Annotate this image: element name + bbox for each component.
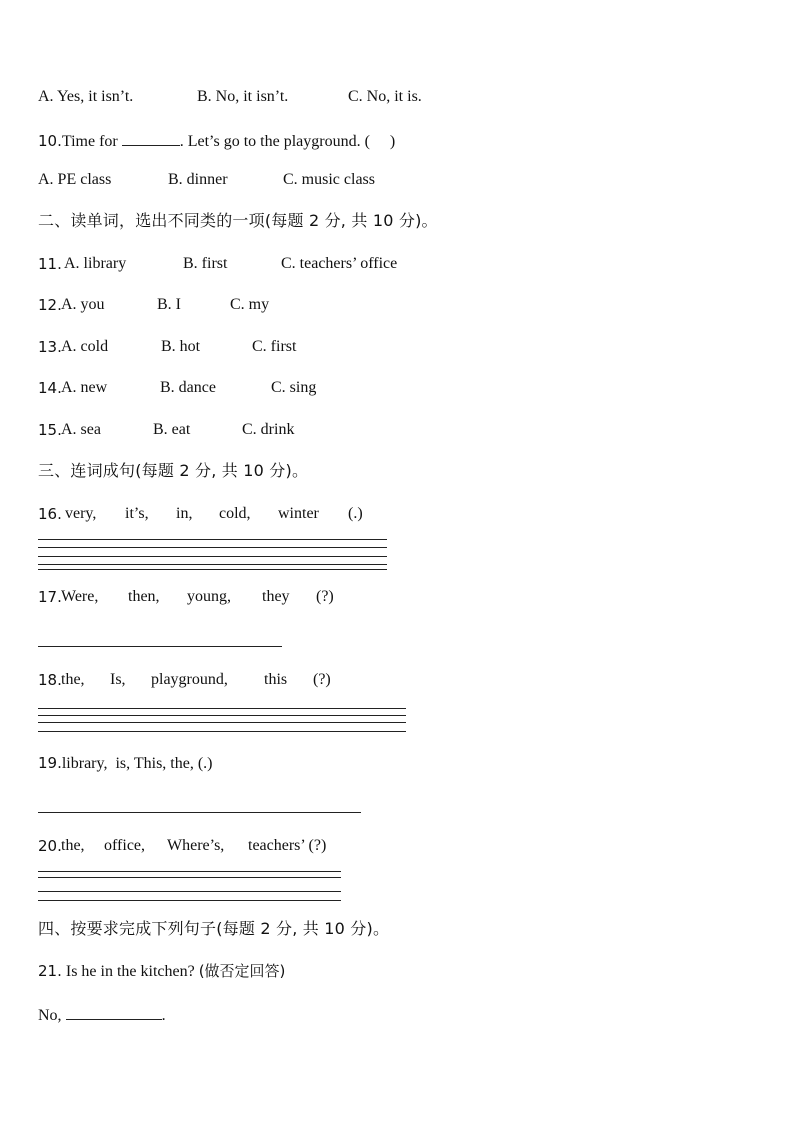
q12-number: 12. (38, 296, 62, 314)
q18-word: (?) (313, 671, 331, 688)
answer-suffix: . (161, 1007, 166, 1024)
answer-line[interactable] (38, 715, 406, 716)
q9-option-b: B. No, it isn’t. (197, 88, 289, 105)
answer-line[interactable] (38, 646, 282, 647)
question-number: 10. (38, 132, 62, 150)
q16-number: 16. (38, 505, 62, 523)
q13-option-a: A. cold (61, 338, 109, 355)
q16-word: (.) (348, 505, 363, 522)
q14-number: 14. (38, 379, 62, 397)
answer-line[interactable] (38, 564, 387, 565)
q16-word: very, (65, 505, 97, 522)
q13-option-b: B. hot (161, 338, 201, 355)
q11-option-c: C. teachers’ office (281, 255, 398, 272)
q20-word: Where’s, (167, 837, 225, 854)
answer-line[interactable] (38, 556, 387, 557)
q13-option-c: C. first (252, 338, 297, 355)
q9-option-a: A. Yes, it isn’t. (38, 88, 134, 105)
section-title: 四、按要求完成下列句子 (38, 919, 217, 938)
answer-prefix: No, (38, 1007, 66, 1024)
q9-option-c: C. No, it is. (348, 88, 422, 105)
q15-option-c: C. drink (242, 421, 295, 438)
question-text: Is he in the kitchen? (61, 963, 199, 980)
q17-word: Were, (61, 588, 99, 605)
q15-number: 15. (38, 421, 62, 439)
q16-word: in, (176, 505, 193, 522)
q14-option-c: C. sing (271, 379, 317, 396)
answer-line[interactable] (38, 891, 341, 892)
answer-blank[interactable] (122, 129, 180, 146)
answer-line[interactable] (38, 539, 387, 540)
q15-option-a: A. sea (61, 421, 101, 438)
q18-word: the, (61, 671, 85, 688)
q17-word: they (262, 588, 290, 605)
q13-number: 13. (38, 338, 62, 356)
answer-line[interactable] (38, 871, 341, 872)
answer-line[interactable] (38, 547, 387, 548)
answer-line[interactable] (38, 569, 387, 570)
q11-number: 11. (38, 255, 62, 273)
q10-option-b: B. dinner (168, 171, 228, 188)
q12-option-a: A. you (61, 296, 105, 313)
q11-option-a: A. library (64, 255, 127, 272)
section-score: (每题 2 分, 共 10 分)。 (264, 211, 438, 230)
answer-line[interactable] (38, 731, 406, 732)
answer-line[interactable] (38, 708, 406, 709)
q14-option-a: A. new (61, 379, 108, 396)
section-2-heading (38, 211, 438, 231)
q16-word: cold, (219, 505, 251, 522)
answer-line[interactable] (38, 722, 406, 723)
q17-word: then, (128, 588, 160, 605)
q11-option-b: B. first (183, 255, 228, 272)
question-instruction: (做否定回答) (198, 962, 286, 980)
q12-option-c: C. my (230, 296, 270, 313)
section-title: 二、读单词，选出不同类的一项 (38, 211, 265, 230)
q12-option-b: B. I (157, 296, 181, 313)
question-text-after: . Let’s go to the playground. ( ) (179, 133, 396, 150)
q16-word: it’s, (125, 505, 149, 522)
q10-option-a: A. PE class (38, 171, 112, 188)
q20-number: 20. (38, 837, 62, 855)
q17-word: (?) (316, 588, 334, 605)
question-21 (38, 961, 285, 982)
section-score: (每题 2 分, 共 10 分)。 (135, 461, 309, 480)
q18-number: 18. (38, 671, 62, 689)
section-title: 三、连词成句 (38, 461, 136, 480)
question-19 (38, 753, 213, 774)
q16-word: winter (278, 505, 319, 522)
q17-word: young, (187, 588, 231, 605)
section-4-heading (38, 919, 389, 939)
q14-option-b: B. dance (160, 379, 216, 396)
answer-blank[interactable] (66, 1003, 162, 1020)
answer-line[interactable] (38, 877, 341, 878)
question-text-before: Time for (61, 133, 122, 150)
section-score: (每题 2 分, 共 10 分)。 (216, 919, 390, 938)
section-3-heading (38, 461, 308, 481)
q15-option-b: B. eat (153, 421, 191, 438)
q20-word: the, (61, 837, 85, 854)
question-number: 21. (38, 962, 62, 980)
q18-word: this (264, 671, 288, 688)
q10-option-c: C. music class (283, 171, 375, 188)
q18-word: Is, (110, 671, 126, 688)
question-words: library, is, This, the, (.) (61, 755, 213, 772)
question-number: 19. (38, 754, 62, 772)
answer-line[interactable] (38, 900, 341, 901)
q21-answer (38, 1003, 166, 1026)
q17-number: 17. (38, 588, 62, 606)
q18-word: playground, (151, 671, 228, 688)
q20-word: teachers’ (?) (248, 837, 327, 854)
question-10 (38, 129, 395, 152)
q20-word: office, (104, 837, 146, 854)
answer-line[interactable] (38, 812, 361, 813)
